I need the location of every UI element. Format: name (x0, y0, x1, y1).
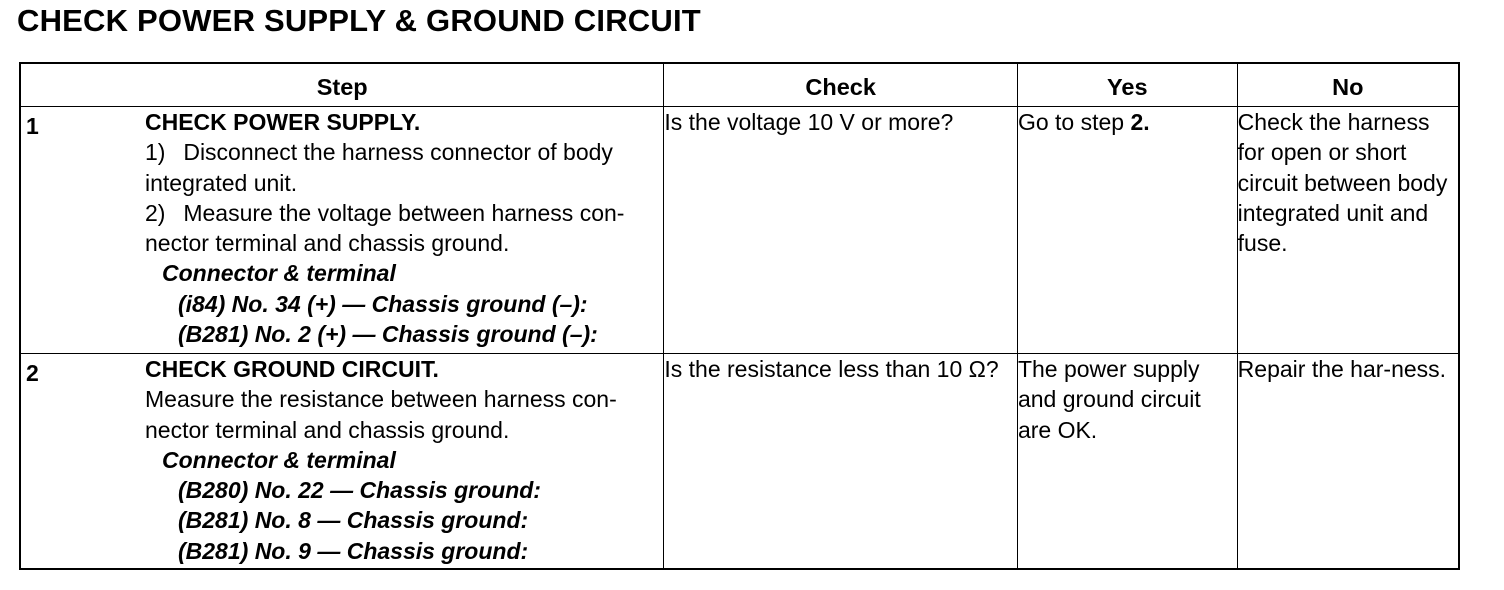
connector-heading: Connector & terminal (162, 260, 396, 287)
header-check: Check (664, 63, 1018, 107)
header-yes: Yes (1017, 63, 1237, 107)
header-step: Step (20, 63, 664, 107)
header-no: No (1237, 63, 1459, 107)
connector-item: (B281) No. 8 — Chassis ground: (178, 507, 529, 534)
check-cell: Is the voltage 10 V or more? (664, 107, 1018, 354)
diagnosis-table (19, 62, 1460, 570)
step-instruction: 2) Measure the voltage between harness con-nector terminal and chassis ground. (145, 199, 625, 257)
yes-cell (1017, 107, 1237, 354)
step-instruction: 1) Disconnect the harness connector of body integrated unit. (145, 139, 613, 196)
step-cell (20, 107, 664, 354)
no-cell: Repair the har-ness. (1237, 354, 1459, 570)
step-heading: CHECK POWER SUPPLY. (145, 109, 421, 135)
step-number: 2 (26, 360, 39, 386)
step-body (145, 107, 663, 349)
step-instruction: Measure the resistance between harness con-nector terminal and chassis ground. (145, 386, 617, 443)
check-cell: Is the resistance less than 10 Ω? (664, 354, 1018, 570)
yes-step-reference: 2. (1130, 109, 1150, 135)
step-body (145, 354, 663, 566)
connector-item: (i84) No. 34 (+) — Chassis ground (–): (178, 290, 588, 317)
yes-text: Go to step (1017, 109, 1131, 135)
connector-item: (B280) No. 22 — Chassis ground: (178, 477, 541, 504)
no-cell: Check the harness for open or short circuit between body integrated unit and fuse. (1237, 107, 1459, 354)
table-header-row (20, 63, 1459, 107)
step-cell (20, 354, 664, 570)
step-number: 1 (26, 113, 39, 139)
step-heading: CHECK GROUND CIRCUIT. (145, 356, 439, 382)
connector-item: (B281) No. 2 (+) — Chassis ground (–): (178, 321, 598, 348)
table-row (20, 354, 1459, 570)
connector-heading: Connector & terminal (162, 446, 396, 473)
table-row (20, 107, 1459, 354)
yes-cell: The power supply and ground circuit are OK. (1017, 354, 1237, 570)
page-title: CHECK POWER SUPPLY & GROUND CIRCUIT (17, 3, 701, 38)
connector-item: (B281) No. 9 — Chassis ground: (178, 537, 529, 564)
